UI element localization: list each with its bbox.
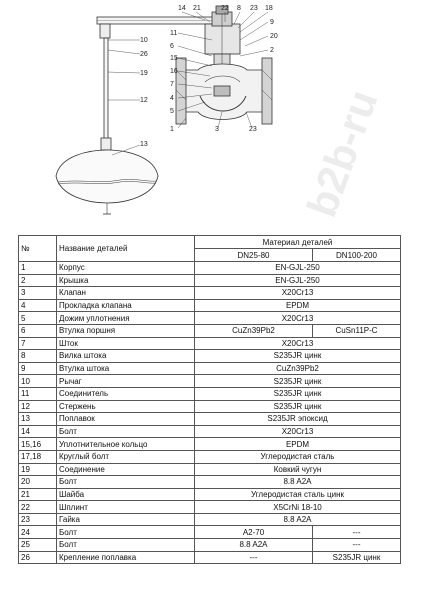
- row-number: 19: [19, 463, 57, 476]
- row-part-name: Втулка поршня: [57, 324, 195, 337]
- row-number: 6: [19, 324, 57, 337]
- callout-top: 14: [178, 5, 186, 12]
- bonnet: [205, 24, 240, 54]
- row-number: 8: [19, 350, 57, 363]
- row-part-name: Болт: [57, 526, 195, 539]
- row-part-name: Вилка штока: [57, 350, 195, 363]
- callout-left: 7: [170, 81, 174, 88]
- row-number: 25: [19, 539, 57, 552]
- row-material: X5CrNi 18-10: [195, 501, 401, 514]
- connector: [100, 24, 110, 38]
- row-number: 22: [19, 501, 57, 514]
- row-part-name: Гайка: [57, 513, 195, 526]
- row-number: 3: [19, 287, 57, 300]
- row-part-name: Болт: [57, 476, 195, 489]
- row-material: X20Cr13: [195, 312, 401, 325]
- callout-left: 6: [170, 43, 174, 50]
- table-row: [19, 387, 401, 400]
- row-number: 9: [19, 362, 57, 375]
- row-material-dn-large: S235JR цинк: [313, 551, 401, 564]
- row-part-name: Крышка: [57, 274, 195, 287]
- row-number: 11: [19, 387, 57, 400]
- table-row: [19, 350, 401, 363]
- row-material: S235JR цинк: [195, 350, 401, 363]
- row-material-dn-small: CuZn39Pb2: [195, 324, 313, 337]
- row-part-name: Соединение: [57, 463, 195, 476]
- row-part-name: Втулка штока: [57, 362, 195, 375]
- table-row: [19, 539, 401, 552]
- header-dn-small: DN25-80: [195, 249, 313, 262]
- row-material: EN-GJL-250: [195, 274, 401, 287]
- callout-right: 9: [270, 19, 274, 26]
- row-number: 7: [19, 337, 57, 350]
- callout-top: 18: [265, 5, 273, 12]
- header-material: Материал деталей: [195, 236, 401, 249]
- row-part-name: Соединитель: [57, 387, 195, 400]
- callout-left: 15: [170, 55, 178, 62]
- row-number: 12: [19, 400, 57, 413]
- callout-left: 12: [140, 97, 148, 104]
- callout-left: 10: [140, 37, 148, 44]
- row-part-name: Клапан: [57, 287, 195, 300]
- row-material: EPDM: [195, 299, 401, 312]
- row-part-name: Стержень: [57, 400, 195, 413]
- row-part-name: Прокладка клапана: [57, 299, 195, 312]
- row-number: 10: [19, 375, 57, 388]
- callout-top: 8: [237, 5, 241, 12]
- table-row: [19, 375, 401, 388]
- table-row: [19, 299, 401, 312]
- callout-left: 16: [170, 68, 178, 75]
- table-row: [19, 262, 401, 275]
- row-material: S235JR цинк: [195, 400, 401, 413]
- table-row: [19, 362, 401, 375]
- row-material-dn-small: ---: [195, 551, 313, 564]
- row-number: 1: [19, 262, 57, 275]
- row-material: Ковкий чугун: [195, 463, 401, 476]
- row-part-name: Шайба: [57, 488, 195, 501]
- row-material: X20Cr13: [195, 287, 401, 300]
- callout-top: 23: [250, 5, 258, 12]
- table-row: [19, 287, 401, 300]
- table-row: [19, 513, 401, 526]
- table-row: [19, 312, 401, 325]
- row-number: 14: [19, 425, 57, 438]
- row-material: Углеродистая сталь цинк: [195, 488, 401, 501]
- row-number: 21: [19, 488, 57, 501]
- callout-top: 21: [193, 5, 201, 12]
- table-row: [19, 337, 401, 350]
- table-row: [19, 450, 401, 463]
- row-part-name: Дожим уплотнения: [57, 312, 195, 325]
- table-row: [19, 425, 401, 438]
- table-row: [19, 324, 401, 337]
- callout-left: 4: [170, 95, 174, 102]
- callout-left: 19: [140, 70, 148, 77]
- watermark: [290, 10, 410, 250]
- row-part-name: Болт: [57, 425, 195, 438]
- callout-left: 11: [170, 30, 178, 37]
- row-part-name: Уплотнительное кольцо: [57, 438, 195, 451]
- table-row: [19, 551, 401, 564]
- callout-bottom: 3: [215, 126, 219, 133]
- callout-bottom: 23: [249, 126, 257, 133]
- row-number: 23: [19, 513, 57, 526]
- callout-right: 20: [270, 33, 278, 40]
- row-number: 4: [19, 299, 57, 312]
- callout-left: 5: [170, 108, 174, 115]
- row-number: 2: [19, 274, 57, 287]
- table-row: [19, 476, 401, 489]
- row-part-name: Болт: [57, 539, 195, 552]
- row-material: 8.8 A2A: [195, 513, 401, 526]
- row-number: 26: [19, 551, 57, 564]
- row-material: Углеродистая сталь: [195, 450, 401, 463]
- row-part-name: Корпус: [57, 262, 195, 275]
- callout-left: 13: [140, 141, 148, 148]
- table-row: [19, 488, 401, 501]
- float: [56, 150, 158, 203]
- row-material: X20Cr13: [195, 337, 401, 350]
- table-row: [19, 413, 401, 426]
- header-part-name: Название деталей: [57, 236, 195, 262]
- table-row: [19, 274, 401, 287]
- row-material: CuZn39Pb2: [195, 362, 401, 375]
- row-material: S235JR эпоксид: [195, 413, 401, 426]
- row-material: EPDM: [195, 438, 401, 451]
- callout-left: 26: [140, 51, 148, 58]
- table-row: [19, 526, 401, 539]
- header-dn-large: DN100-200: [313, 249, 401, 262]
- callout-left: 1: [170, 126, 174, 133]
- row-part-name: Рычаг: [57, 375, 195, 388]
- row-number: 13: [19, 413, 57, 426]
- row-material-dn-small: A2-70: [195, 526, 313, 539]
- row-number: 24: [19, 526, 57, 539]
- table-row: [19, 438, 401, 451]
- rod: [104, 38, 108, 143]
- row-number: 5: [19, 312, 57, 325]
- row-material-dn-large: ---: [313, 526, 401, 539]
- row-material-dn-small: 8.8 A2A: [195, 539, 313, 552]
- row-part-name: Поплавок: [57, 413, 195, 426]
- callout-right: 2: [270, 47, 274, 54]
- row-material: S235JR цинк: [195, 387, 401, 400]
- row-material: S235JR цинк: [195, 375, 401, 388]
- svg-text:b2b-ru: b2b-ru: [297, 83, 387, 223]
- row-part-name: Круглый болт: [57, 450, 195, 463]
- row-part-name: Крепление поплавка: [57, 551, 195, 564]
- header-number: №: [19, 236, 57, 262]
- table-row: [19, 463, 401, 476]
- table-row: [19, 501, 401, 514]
- table-row: [19, 400, 401, 413]
- row-material: 8.8 A2A: [195, 476, 401, 489]
- row-material-dn-large: ---: [313, 539, 401, 552]
- parts-table: [18, 235, 401, 564]
- row-part-name: Шток: [57, 337, 195, 350]
- row-material: X20Cr13: [195, 425, 401, 438]
- callout-top: 22: [221, 5, 229, 12]
- outlet-flange: [262, 58, 272, 124]
- row-number: 17,18: [19, 450, 57, 463]
- row-number: 15,16: [19, 438, 57, 451]
- row-number: 20: [19, 476, 57, 489]
- row-part-name: Шплинт: [57, 501, 195, 514]
- row-material-dn-large: CuSn11P-C: [313, 324, 401, 337]
- row-material: EN-GJL-250: [195, 262, 401, 275]
